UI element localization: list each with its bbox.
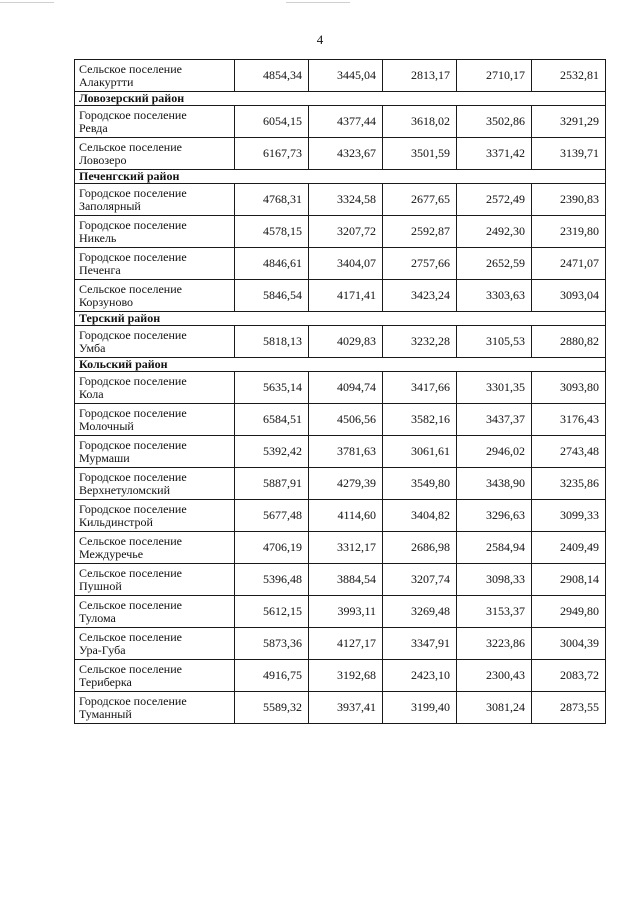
settlement-type: Городское поселение bbox=[79, 249, 187, 264]
district-header-row bbox=[75, 170, 606, 184]
value-cell-2: 3884,54 bbox=[309, 564, 383, 596]
value-cell-1: 4916,75 bbox=[235, 660, 309, 692]
value-cell-4: 2652,59 bbox=[457, 248, 532, 280]
value-cell-4: 3153,37 bbox=[457, 596, 532, 628]
settlement-name: Междуречье bbox=[79, 546, 144, 561]
value-cell-1: 4768,31 bbox=[235, 184, 309, 216]
value-cell-4: 3371,42 bbox=[457, 138, 532, 170]
settlement-name: Териберка bbox=[79, 674, 132, 689]
value-cell-5: 3004,39 bbox=[532, 628, 606, 660]
value-cell-1: 4706,19 bbox=[235, 532, 309, 564]
table-row bbox=[75, 106, 606, 138]
value-cell-1: 5887,91 bbox=[235, 468, 309, 500]
value-cell-3: 2813,17 bbox=[383, 60, 457, 92]
settlement-type: Городское поселение bbox=[79, 185, 187, 200]
value-cell-2: 3781,63 bbox=[309, 436, 383, 468]
value-cell-3: 2592,87 bbox=[383, 216, 457, 248]
table-row bbox=[75, 692, 606, 724]
settlement-name: Кола bbox=[79, 386, 104, 401]
table-row bbox=[75, 436, 606, 468]
value-cell-3: 3582,16 bbox=[383, 404, 457, 436]
value-cell-2: 4114,60 bbox=[309, 500, 383, 532]
value-cell-2: 4127,17 bbox=[309, 628, 383, 660]
scan-artifact-line bbox=[286, 2, 350, 3]
district-name: Печенгский район bbox=[75, 170, 606, 184]
settlement-type: Сельское поселение bbox=[79, 533, 182, 548]
table-row bbox=[75, 532, 606, 564]
settlement-type: Городское поселение bbox=[79, 373, 187, 388]
value-cell-4: 3438,90 bbox=[457, 468, 532, 500]
settlement-type: Сельское поселение bbox=[79, 629, 182, 644]
settlement-name: Ревда bbox=[79, 120, 108, 135]
settlement-name-cell bbox=[75, 372, 235, 404]
value-cell-5: 2949,80 bbox=[532, 596, 606, 628]
settlement-name-cell bbox=[75, 564, 235, 596]
table-row bbox=[75, 596, 606, 628]
value-cell-1: 5677,48 bbox=[235, 500, 309, 532]
settlement-name-cell bbox=[75, 692, 235, 724]
table-row bbox=[75, 660, 606, 692]
settlement-name: Верхнетуломский bbox=[79, 482, 170, 497]
value-cell-1: 5873,36 bbox=[235, 628, 309, 660]
value-cell-2: 3207,72 bbox=[309, 216, 383, 248]
table-row bbox=[75, 628, 606, 660]
table-row bbox=[75, 248, 606, 280]
district-name: Кольский район bbox=[75, 358, 606, 372]
settlement-name-cell bbox=[75, 106, 235, 138]
value-cell-5: 2319,80 bbox=[532, 216, 606, 248]
value-cell-4: 2710,17 bbox=[457, 60, 532, 92]
settlement-name: Печенга bbox=[79, 262, 121, 277]
settlement-name-cell bbox=[75, 138, 235, 170]
scan-artifact-line bbox=[0, 2, 54, 3]
settlement-type: Сельское поселение bbox=[79, 597, 182, 612]
value-cell-3: 3199,40 bbox=[383, 692, 457, 724]
value-cell-1: 6167,73 bbox=[235, 138, 309, 170]
settlement-name-cell bbox=[75, 404, 235, 436]
district-header-row bbox=[75, 358, 606, 372]
value-cell-2: 3324,58 bbox=[309, 184, 383, 216]
value-cell-4: 3301,35 bbox=[457, 372, 532, 404]
value-cell-3: 2686,98 bbox=[383, 532, 457, 564]
value-cell-5: 2873,55 bbox=[532, 692, 606, 724]
settlement-type: Городское поселение bbox=[79, 469, 187, 484]
table-row bbox=[75, 60, 606, 92]
settlement-type: Городское поселение bbox=[79, 327, 187, 342]
settlement-name: Умба bbox=[79, 340, 106, 355]
value-cell-3: 3347,91 bbox=[383, 628, 457, 660]
value-cell-2: 4279,39 bbox=[309, 468, 383, 500]
value-cell-3: 3417,66 bbox=[383, 372, 457, 404]
settlement-type: Сельское поселение bbox=[79, 565, 182, 580]
value-cell-5: 3139,71 bbox=[532, 138, 606, 170]
district-header-row bbox=[75, 312, 606, 326]
value-cell-1: 5396,48 bbox=[235, 564, 309, 596]
table-row bbox=[75, 138, 606, 170]
value-cell-2: 3993,11 bbox=[309, 596, 383, 628]
settlement-name: Корзуново bbox=[79, 294, 134, 309]
value-cell-5: 2532,81 bbox=[532, 60, 606, 92]
settlement-name-cell bbox=[75, 532, 235, 564]
settlement-type: Городское поселение bbox=[79, 437, 187, 452]
table-body bbox=[75, 60, 606, 724]
value-cell-2: 4171,41 bbox=[309, 280, 383, 312]
value-cell-2: 4029,83 bbox=[309, 326, 383, 358]
value-cell-3: 3207,74 bbox=[383, 564, 457, 596]
table-row bbox=[75, 280, 606, 312]
settlement-type: Сельское поселение bbox=[79, 281, 182, 296]
table-row bbox=[75, 372, 606, 404]
value-cell-5: 3235,86 bbox=[532, 468, 606, 500]
settlement-name-cell bbox=[75, 216, 235, 248]
value-cell-3: 2757,66 bbox=[383, 248, 457, 280]
value-cell-1: 5589,32 bbox=[235, 692, 309, 724]
tariff-table bbox=[74, 59, 606, 724]
value-cell-4: 2492,30 bbox=[457, 216, 532, 248]
value-cell-3: 3501,59 bbox=[383, 138, 457, 170]
settlement-name-cell bbox=[75, 280, 235, 312]
value-cell-2: 3937,41 bbox=[309, 692, 383, 724]
settlement-name-cell bbox=[75, 628, 235, 660]
table-row bbox=[75, 564, 606, 596]
value-cell-4: 3223,86 bbox=[457, 628, 532, 660]
district-name: Ловозерский район bbox=[75, 92, 606, 106]
value-cell-2: 3404,07 bbox=[309, 248, 383, 280]
value-cell-4: 3098,33 bbox=[457, 564, 532, 596]
value-cell-3: 3061,61 bbox=[383, 436, 457, 468]
value-cell-2: 4094,74 bbox=[309, 372, 383, 404]
page-number: 4 bbox=[316, 32, 324, 47]
settlement-name: Кильдинстрой bbox=[79, 514, 153, 529]
value-cell-3: 3232,28 bbox=[383, 326, 457, 358]
value-cell-4: 2300,43 bbox=[457, 660, 532, 692]
value-cell-1: 5846,54 bbox=[235, 280, 309, 312]
table-row bbox=[75, 468, 606, 500]
value-cell-5: 3093,04 bbox=[532, 280, 606, 312]
table-row bbox=[75, 216, 606, 248]
value-cell-5: 2390,83 bbox=[532, 184, 606, 216]
value-cell-4: 3303,63 bbox=[457, 280, 532, 312]
settlement-type: Городское поселение bbox=[79, 693, 187, 708]
settlement-name-cell bbox=[75, 326, 235, 358]
value-cell-1: 5818,13 bbox=[235, 326, 309, 358]
settlement-type: Сельское поселение bbox=[79, 661, 182, 676]
value-cell-3: 3549,80 bbox=[383, 468, 457, 500]
settlement-name-cell bbox=[75, 660, 235, 692]
value-cell-1: 4846,61 bbox=[235, 248, 309, 280]
value-cell-5: 2083,72 bbox=[532, 660, 606, 692]
value-cell-3: 2423,10 bbox=[383, 660, 457, 692]
value-cell-4: 2572,49 bbox=[457, 184, 532, 216]
settlement-name: Никель bbox=[79, 230, 117, 245]
value-cell-5: 2880,82 bbox=[532, 326, 606, 358]
value-cell-3: 2677,65 bbox=[383, 184, 457, 216]
settlement-name: Мурмаши bbox=[79, 450, 130, 465]
table-row bbox=[75, 404, 606, 436]
settlement-name: Ура-Губа bbox=[79, 642, 126, 657]
value-cell-4: 2946,02 bbox=[457, 436, 532, 468]
value-cell-5: 2908,14 bbox=[532, 564, 606, 596]
value-cell-3: 3423,24 bbox=[383, 280, 457, 312]
value-cell-1: 5635,14 bbox=[235, 372, 309, 404]
value-cell-5: 3291,29 bbox=[532, 106, 606, 138]
settlement-type: Городское поселение bbox=[79, 501, 187, 516]
value-cell-2: 3445,04 bbox=[309, 60, 383, 92]
value-cell-5: 2471,07 bbox=[532, 248, 606, 280]
value-cell-1: 5392,42 bbox=[235, 436, 309, 468]
settlement-name-cell bbox=[75, 248, 235, 280]
value-cell-2: 4323,67 bbox=[309, 138, 383, 170]
value-cell-5: 2743,48 bbox=[532, 436, 606, 468]
value-cell-5: 3093,80 bbox=[532, 372, 606, 404]
value-cell-4: 3081,24 bbox=[457, 692, 532, 724]
settlement-type: Городское поселение bbox=[79, 217, 187, 232]
value-cell-2: 3312,17 bbox=[309, 532, 383, 564]
value-cell-1: 6584,51 bbox=[235, 404, 309, 436]
settlement-name-cell bbox=[75, 468, 235, 500]
settlement-name-cell bbox=[75, 500, 235, 532]
value-cell-5: 3176,43 bbox=[532, 404, 606, 436]
table-row bbox=[75, 500, 606, 532]
settlement-name-cell bbox=[75, 436, 235, 468]
value-cell-4: 2584,94 bbox=[457, 532, 532, 564]
district-header-row bbox=[75, 92, 606, 106]
value-cell-1: 4578,15 bbox=[235, 216, 309, 248]
settlement-name: Ловозеро bbox=[79, 152, 127, 167]
value-cell-3: 3269,48 bbox=[383, 596, 457, 628]
settlement-name: Алакуртти bbox=[79, 74, 134, 89]
value-cell-4: 3105,53 bbox=[457, 326, 532, 358]
settlement-name-cell bbox=[75, 596, 235, 628]
value-cell-4: 3296,63 bbox=[457, 500, 532, 532]
value-cell-1: 4854,34 bbox=[235, 60, 309, 92]
value-cell-2: 4506,56 bbox=[309, 404, 383, 436]
value-cell-3: 3404,82 bbox=[383, 500, 457, 532]
value-cell-5: 2409,49 bbox=[532, 532, 606, 564]
table-row bbox=[75, 184, 606, 216]
value-cell-5: 3099,33 bbox=[532, 500, 606, 532]
settlement-name: Молочный bbox=[79, 418, 134, 433]
value-cell-2: 3192,68 bbox=[309, 660, 383, 692]
settlement-name-cell bbox=[75, 184, 235, 216]
settlement-name-cell bbox=[75, 60, 235, 92]
table-row bbox=[75, 326, 606, 358]
settlement-type: Городское поселение bbox=[79, 405, 187, 420]
value-cell-4: 3502,86 bbox=[457, 106, 532, 138]
settlement-type: Сельское поселение bbox=[79, 61, 182, 76]
district-name: Терский район bbox=[75, 312, 606, 326]
value-cell-4: 3437,37 bbox=[457, 404, 532, 436]
settlement-type: Городское поселение bbox=[79, 107, 187, 122]
settlement-name: Тулома bbox=[79, 610, 116, 625]
settlement-type: Сельское поселение bbox=[79, 139, 182, 154]
value-cell-1: 5612,15 bbox=[235, 596, 309, 628]
value-cell-1: 6054,15 bbox=[235, 106, 309, 138]
settlement-name: Заполярный bbox=[79, 198, 141, 213]
settlement-name: Туманный bbox=[79, 706, 132, 721]
value-cell-3: 3618,02 bbox=[383, 106, 457, 138]
value-cell-2: 4377,44 bbox=[309, 106, 383, 138]
settlement-name: Пушной bbox=[79, 578, 122, 593]
